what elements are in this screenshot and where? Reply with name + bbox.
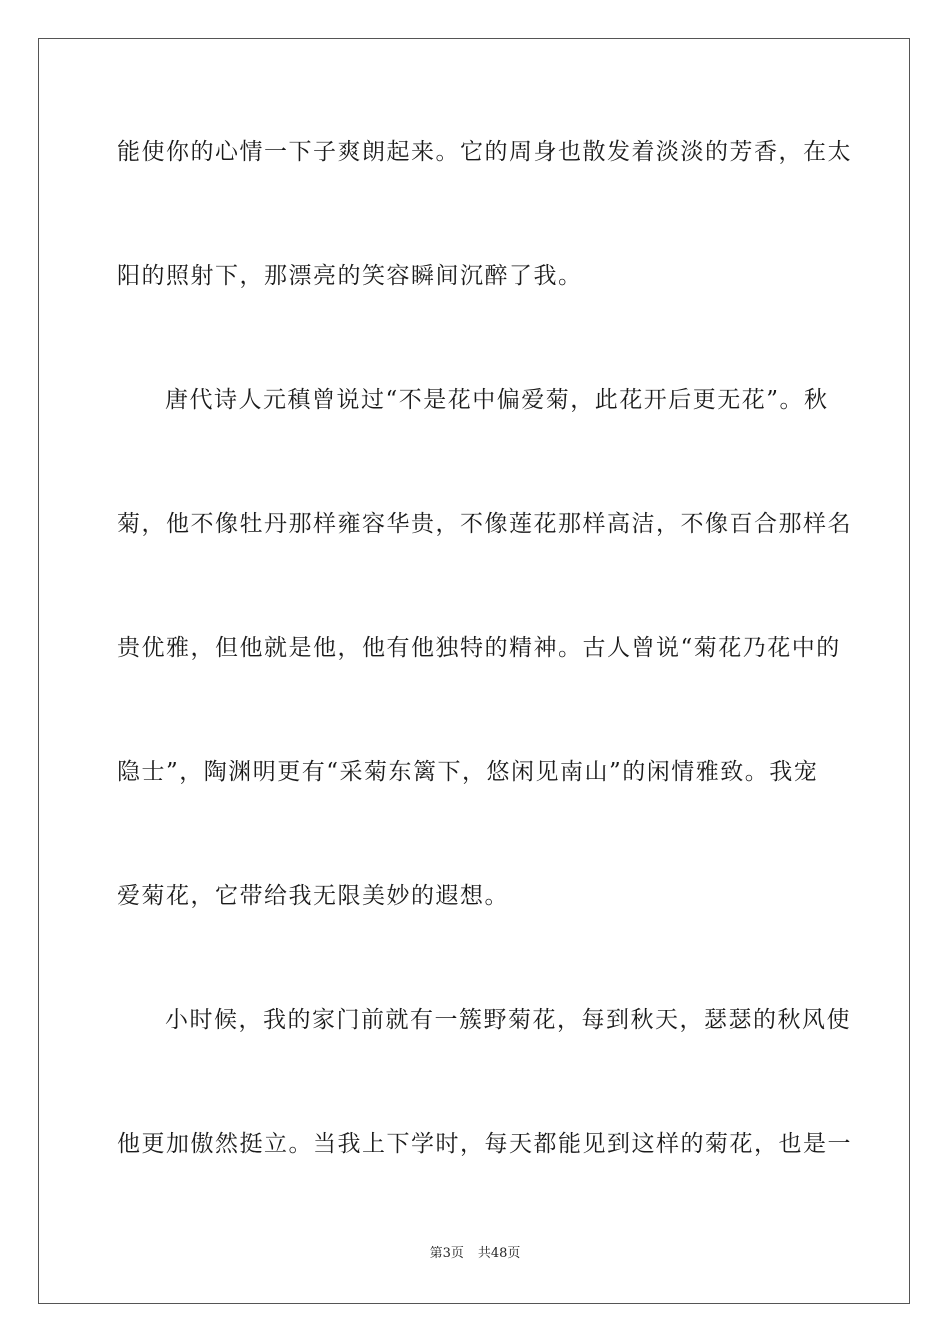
page-number: 第3页 — [429, 1246, 464, 1261]
paragraph-start-line: 唐代诗人元稹曾说过“不是花中偏爱菊，此花开后更无花”。秋 — [165, 387, 829, 413]
text-line: 菊，他不像牡丹那样雍容华贵，不像莲花那样高洁，不像百合那样名 — [117, 511, 852, 537]
total-pages: 共48页 — [477, 1246, 521, 1261]
paragraph-start-line: 小时候，我的家门前就有一簇野菊花，每到秋天，瑟瑟的秋风使 — [165, 1007, 851, 1033]
text-line: 阳的照射下，那漂亮的笑容瞬间沉醉了我。 — [117, 263, 583, 289]
page-footer — [0, 1245, 950, 1263]
text-line: 爱菊花，它带给我无限美妙的遐想。 — [117, 883, 509, 909]
text-line: 贵优雅，但他就是他，他有他独特的精神。古人曾说“菊花乃花中的 — [117, 635, 841, 661]
text-line: 隐士”，陶渊明更有“采菊东篱下，悠闲见南山”的闲情雅致。我宠 — [117, 759, 819, 785]
text-line: 他更加傲然挺立。当我上下学时，每天都能见到这样的菊花，也是一 — [117, 1131, 852, 1157]
text-line: 能使你的心情一下子爽朗起来。它的周身也散发着淡淡的芳香，在太 — [117, 139, 852, 165]
page-border — [38, 38, 910, 1304]
